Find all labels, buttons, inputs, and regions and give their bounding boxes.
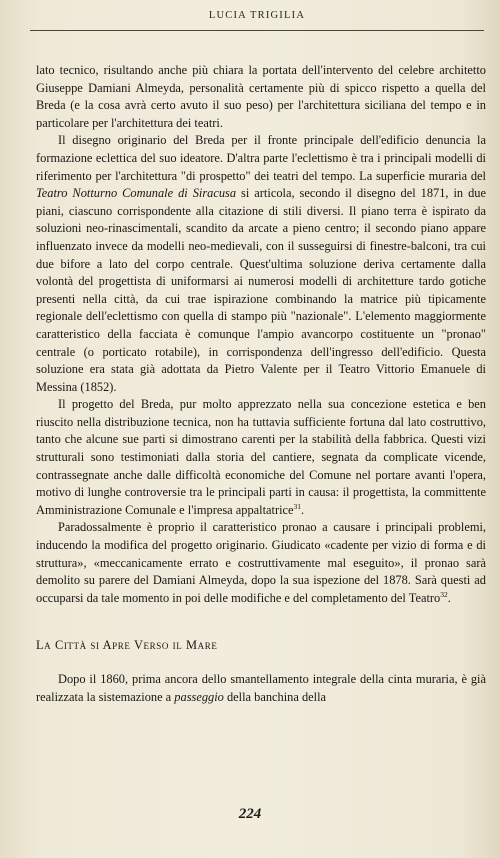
paragraph-3-text: Il progetto del Breda, pur molto apprezzato nella sua concezione estetica e ben riuscito nella distribuzione tecnica, non ha tuttavia sufficiente fortuna dal lato costruttivo, tanto che alcune sue parti si dimostrano carenti per la stabilità della fabbrica. Questi vizi strutturali sono testimoniati dalla storia del cantiere, segnata da complicate vicende, contrassegnate anche dalle difficoltà economiche del Comune nel portare avanti l'opera, motivo di lunghe controversie tra le principali parti in causa: il progettista, la committente Amministrazione Comunale e l'impresa appaltatrice (36, 397, 486, 517)
body-text (36, 62, 486, 706)
paragraph-5-italic-word: passeggio (174, 689, 224, 704)
section-heading: La Città si Apre Verso il Mare (36, 638, 218, 653)
paragraph-4-period: . (447, 590, 451, 605)
paragraph-3-period: . (301, 502, 305, 517)
paragraph-1 (36, 62, 486, 132)
footnote-ref-31: 31 (293, 501, 302, 511)
paragraph-1-text: lato tecnico, risultando anche più chiara la portata dell'intervento del celebre architetto Giuseppe Damiani Almeyda, personalità certamente più di spicco rispetto a quella del Breda (e la cosa avrà certo avuto il suo peso) per l'architettura siciliana del tempo e in particolare per l'architettura dei teatri. (36, 63, 486, 130)
paragraph-5-text-start: Dopo il 1860, prima ancora dello smantellamento integrale della cinta muraria, è già realizzata la sistemazione a (36, 672, 486, 704)
paragraph-4-text: Paradossalmente è proprio il caratteristico pronao a causare i principali problemi, inducendo la modifica del progetto originario. Giudicato «cadente per vizio di forma e di struttura», «meccanicamente errato e costruttivamente mal eseguito», il pronao sarà demolito su parere del Damiani Almeyda, dopo la sua ispezione del 1878. Sarà questi ad occuparsi da tale momento in poi delle modifiche e del completamento del Teatro (36, 520, 486, 605)
page-number: 224 (238, 806, 262, 822)
paragraph-5-text-end: della banchina della (223, 689, 327, 704)
running-head: LUCIA TRIGILIA (208, 10, 306, 21)
footnote-ref-32: 32 (440, 589, 448, 599)
paragraph-2-text-start: Il disegno originario del Breda per il fronte principale dell'edificio denuncia la formazione eclettica del suo ideatore. D'altra parte l'eclettismo è tra i principali modelli di riferimento per l'architettura "di prospetto" dei teatri del tempo. La superficie muraria del (36, 133, 486, 183)
paragraph-3 (36, 396, 486, 519)
paragraph-2-italic-title: Teatro Notturno Comunale di Siracusa (36, 186, 237, 201)
header-rule (30, 30, 484, 31)
paragraph-5 (36, 671, 486, 706)
paragraph-4 (36, 519, 486, 607)
paragraph-2 (36, 132, 486, 396)
paragraph-2-text-end: si articola, secondo il disegno del 1871, in due piani, ciascuno corrispondente alla citazione di stili diversi. Il piano terra è ispirato da soluzioni neo-rinascimentali, scandito da arcate a pieno centro; il secondo piano appare influenzato invece da modelli neo-medievali, con il susseguirsi di finestre-balconi, tra cui due bifore a lato del corpo centrale. Quest'ultima soluzione deriva certamente dalla volontà del progettista di uniformarsi ai numerosi modelli di architetture tardo gotiche presenti nella città, da cui trae ispirazione combinando la matrice più tipicamente regionale dell'eclettismo con quella di stampo più "nazionale". L'elemento maggiormente caratteristico della facciata è comunque l'ampio avancorpo costituente un "pronao" centrale (o porticato rotabile), in corrispondenza dell'ingresso dell'edificio. Questa soluzione era stata già adottata da Pietro Valente per il Teatro Vittorio Emanuele di Messina (1852). (36, 186, 486, 394)
